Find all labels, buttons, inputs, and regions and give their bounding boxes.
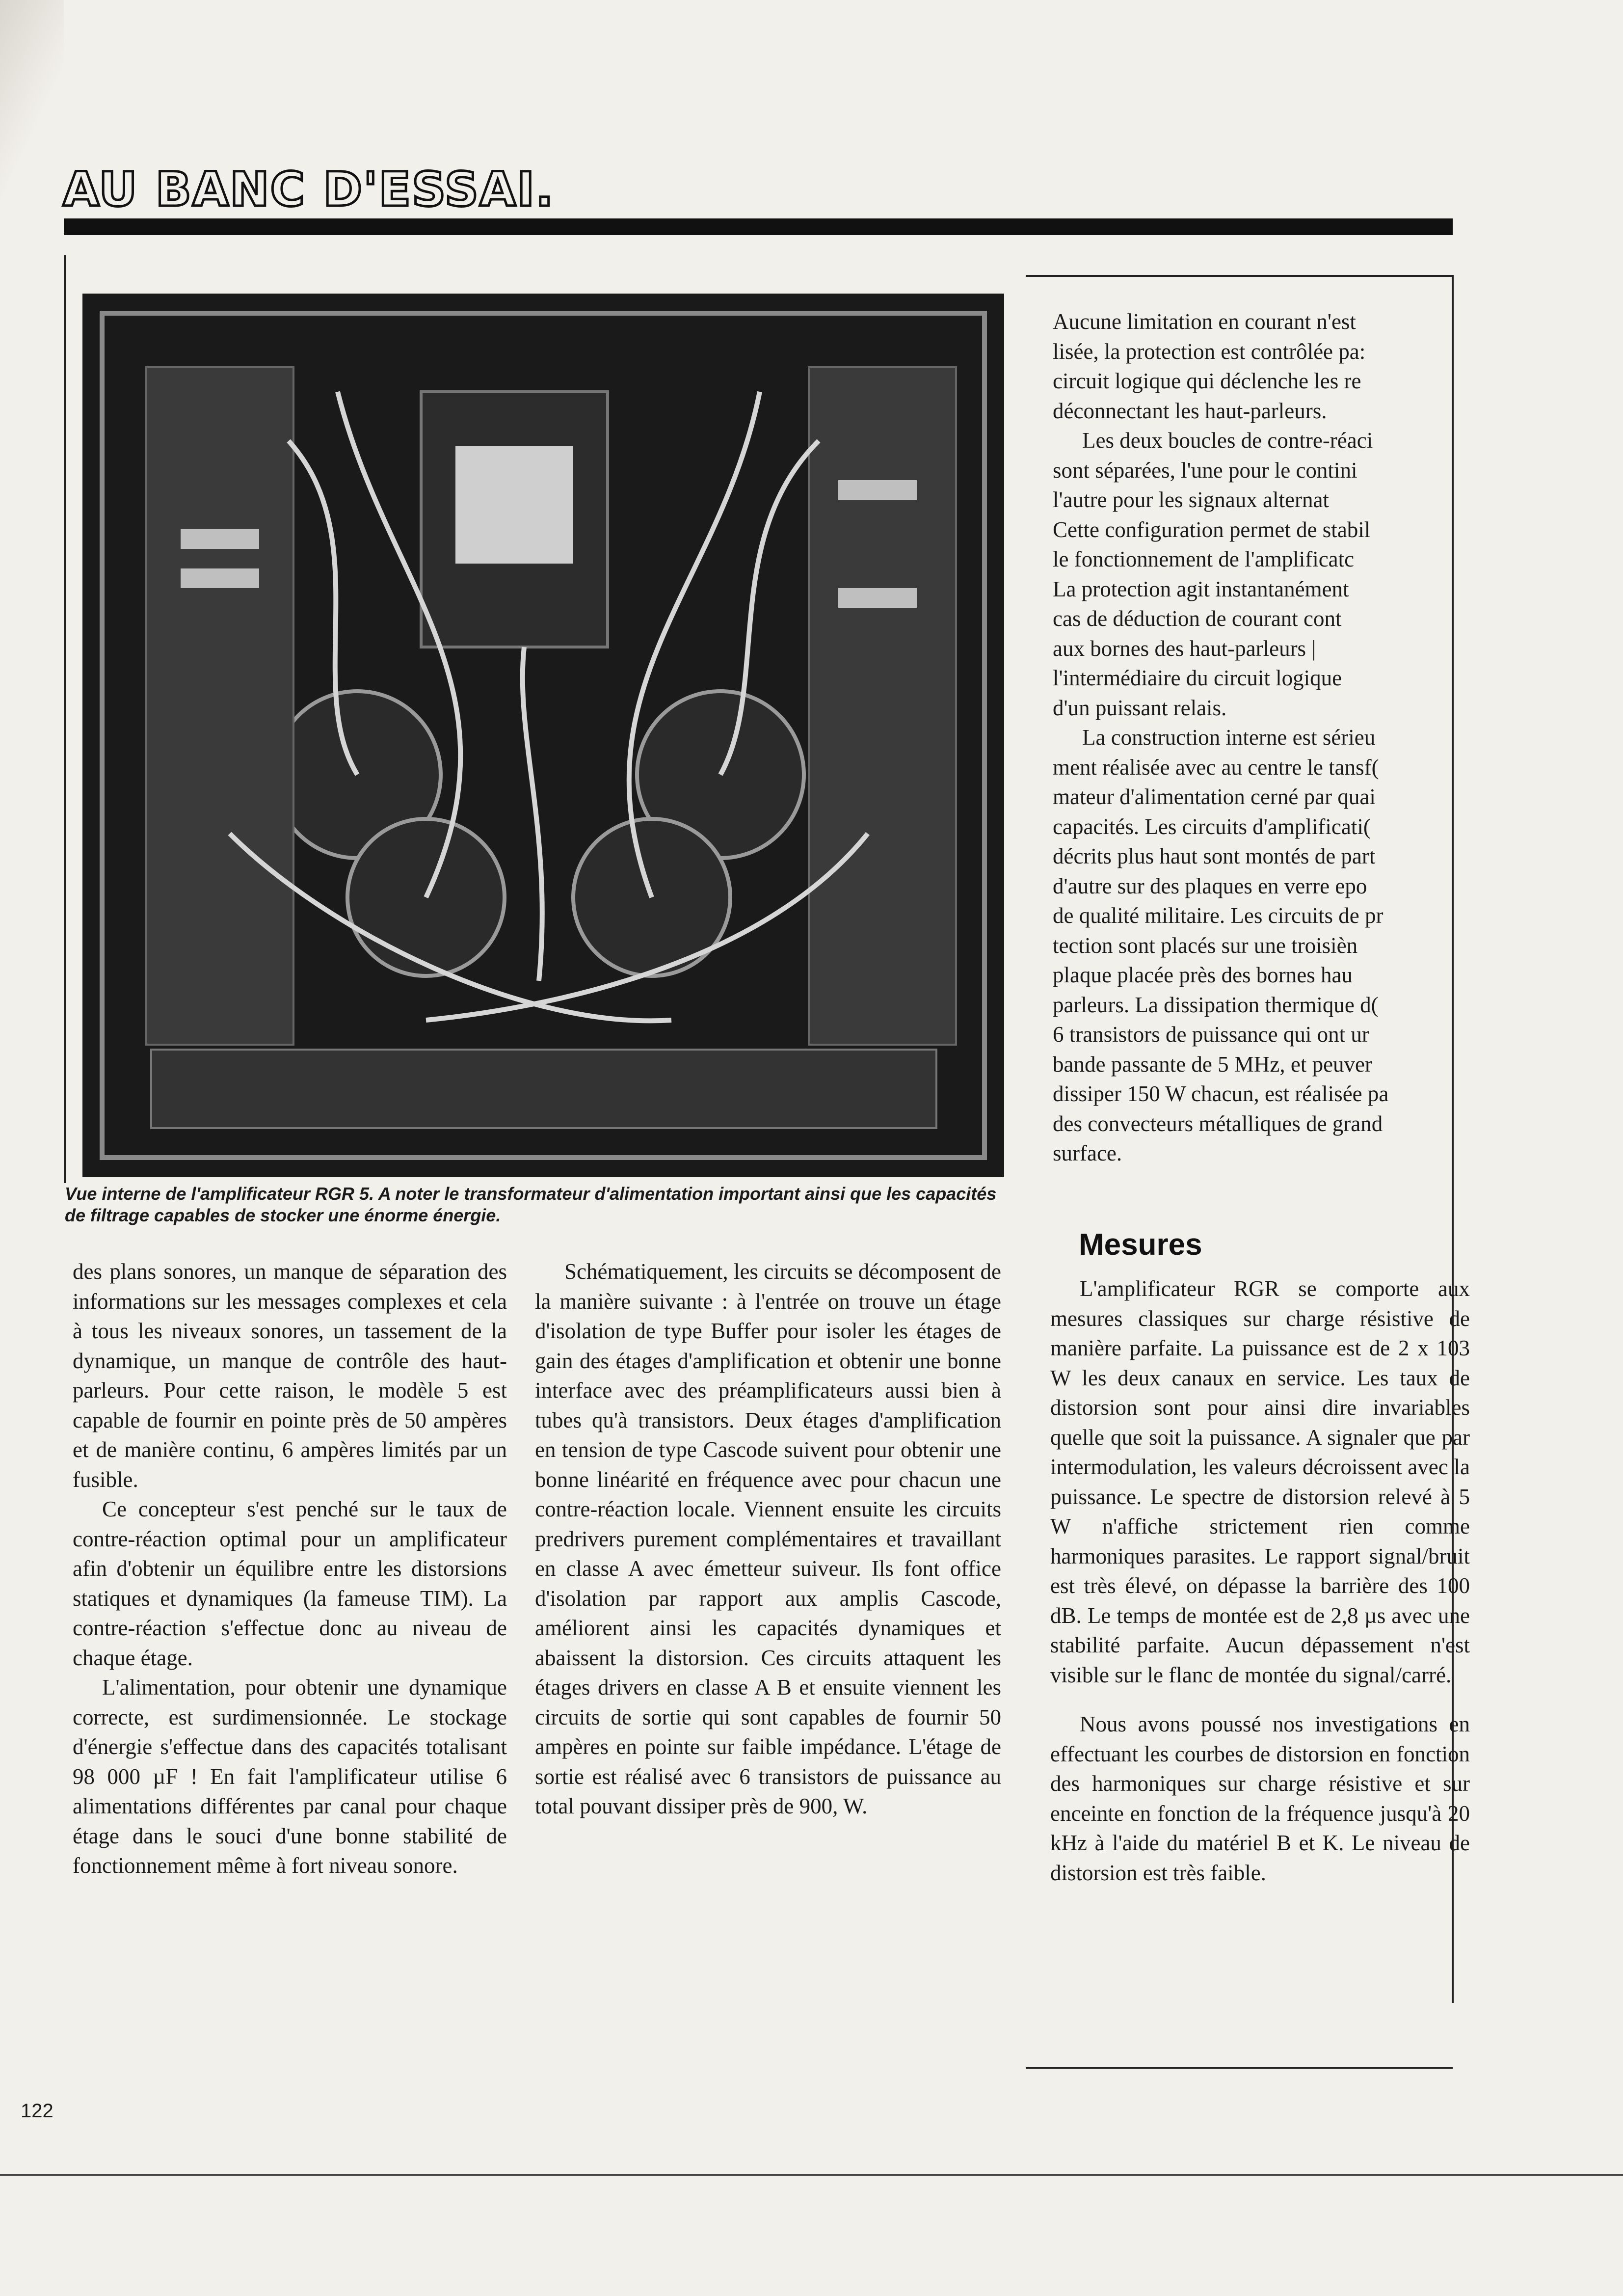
frame-bottom-right <box>1026 2067 1453 2069</box>
photo-frame-left <box>64 255 66 1183</box>
footer-rule <box>0 2174 1623 2176</box>
mesures-heading: Mesures <box>1079 1228 1202 1262</box>
right-top-line: dissiper 150 W chacun, est réalisée pa <box>1053 1081 1389 1106</box>
mesures-paragraph: L'amplificateur RGR se comporte aux mesures classiques sur charge résistive de manière parfaite. La puissance est de 2 x 103 W les deux canaux en service. Les taux de distorsion sont pour ainsi dire invariables quelle que soit la puissance. A signaler que par intermodulation, les valeurs décroissent avec la puissance. Le spectre de distorsion relevé à 5 W n'affiche strictement rien comme harmoniques parasites. Le rapport signal/bruit est très élevé, on dépasse la barrière des 100 dB. Le temps de montée est de 2,8 µs avec une stabilité parfaite. Aucun dépassement n'est visible sur le flanc de montée du signal/carré. <box>1050 1276 1470 1687</box>
right-top-line: aux bornes des haut-parleurs | <box>1053 636 1316 661</box>
right-top-line: Les deux boucles de contre-réaci <box>1082 428 1373 453</box>
right-top-line: l'intermédiaire du circuit logique <box>1053 666 1342 690</box>
right-top-line: l'autre pour les signaux alternat <box>1053 487 1329 512</box>
right-top-line: plaque placée près des bornes hau <box>1053 963 1353 987</box>
right-top-line: décrits plus haut sont montés de part <box>1053 844 1376 868</box>
right-top-line: surface. <box>1053 1141 1122 1165</box>
right-top-line: circuit logique qui déclenche les re <box>1053 369 1361 393</box>
right-top-line: déconnectant les haut-parleurs. <box>1053 398 1327 423</box>
left-column <box>73 1257 507 1881</box>
photo-caption: Vue interne de l'amplificateur RGR 5. A noter le transformateur d'alimentation important ainsi que les capacités de filtrage capables de stocker une énorme énergie. <box>65 1184 997 1225</box>
right-top-line: ment réalisée avec au centre le tansf( <box>1053 755 1379 780</box>
header-rule <box>64 218 1453 235</box>
scan-shadow <box>0 0 64 206</box>
section-title: AU BANC D'ESSAI. <box>63 162 555 217</box>
right-top-line: cas de déduction de courant cont <box>1053 606 1342 631</box>
mesures-paragraph: Nous avons poussé nos investigations en effectuant les courbes de distorsion en fonction des harmoniques sur charge résistive et sur enceinte en fonction de la fréquence jusqu'à 20 kHz à l'aide du matériel B et K. Le niveau de distorsion est très faible. <box>1050 1712 1470 1885</box>
right-top-line: La construction interne est sérieu <box>1082 725 1376 750</box>
right-column-top <box>1053 307 1470 1168</box>
mesures-column <box>1050 1274 1470 1888</box>
middle-column <box>535 1257 1001 1821</box>
right-top-line: sont séparées, l'une pour le contini <box>1053 458 1357 483</box>
right-top-line: d'autre sur des plaques en verre epo <box>1053 873 1367 898</box>
middle-paragraph: Schématiquement, les circuits se décomposent de la manière suivante : à l'entrée on trouve un étage d'isolation de type Buffer pour isoler les étages de gain des étages d'amplification et obtenir une bonne interface avec des préamplificateurs aussi bien à tubes qu'à transistors. Deux étages d'amplification en tension de type Cascode suivent pour obtenir une bonne linéarité en fréquence avec pour chacun une contre-réaction locale. Viennent ensuite les circuits predrivers purement complémentaires et travaillant en classe A avec émetteur suiveur. Ils font office d'isolation par rapport aux amplis Cascode, améliorent ainsi les capacités dynamiques et abaissent la distorsion. Ces circuits attaquent les étages drivers en classe A B et ensuite viennent les circuits de sortie qui sont capables de fournir 50 ampères en pointe sur faible impédance. L'étage de sortie est réalisé avec 6 transistors de puissance au total pouvant dissiper près de 900, W. <box>535 1259 1001 1818</box>
left-paragraph: L'alimentation, pour obtenir une dynamique correcte, est surdimensionnée. Le stockage d'énergie s'effectue dans des capacités totalisant 98 000 µF ! En fait l'amplificateur utilise 6 alimentations différentes par canal pour chaque étage dans le souci d'une bonne stabilité de fonctionnement même à fort niveau sonore. <box>73 1675 507 1878</box>
right-top-line: capacités. Les circuits d'amplificati( <box>1053 814 1371 839</box>
page-number: 122 <box>21 2100 53 2122</box>
left-paragraph: des plans sonores, un manque de séparation des informations sur les messages complexes et cela à tous les niveaux sonores, un tassement de la dynamique, un manque de contrôle des haut-parleurs. Pour cette raison, le modèle 5 est capable de fournir en pointe près de 50 ampères et de manière continu, 6 ampères limités par un fusible. <box>73 1259 507 1492</box>
right-top-line: La protection agit instantanément <box>1053 576 1349 601</box>
right-top-line: de qualité militaire. Les circuits de pr <box>1053 903 1384 928</box>
right-top-line: bande passante de 5 MHz, et peuver <box>1053 1052 1373 1077</box>
right-top-line: 6 transistors de puissance qui ont ur <box>1053 1022 1369 1047</box>
right-top-line: lisée, la protection est contrôlée pa: <box>1053 339 1366 364</box>
right-top-line: Cette configuration permet de stabil <box>1053 517 1371 542</box>
right-top-line: Aucune limitation en courant n'est <box>1053 309 1356 334</box>
right-top-line: le fonctionnement de l'amplificatc <box>1053 547 1355 571</box>
right-top-line: mateur d'alimentation cerné par quai <box>1053 784 1376 809</box>
right-top-line: tection sont placés sur une troisièn <box>1053 933 1358 958</box>
right-top-line: d'un puissant relais. <box>1053 695 1227 720</box>
frame-top-right <box>1026 275 1453 277</box>
right-top-line: des convecteurs métalliques de grand <box>1053 1111 1383 1136</box>
right-top-line: parleurs. La dissipation thermique d( <box>1053 992 1379 1017</box>
amplifier-interior-photo <box>82 294 1004 1177</box>
left-paragraph: Ce concepteur s'est penché sur le taux de contre-réaction optimal pour un amplificateur afin d'obtenir un équilibre entre les distorsions statiques et dynamiques (la fameuse TIM). La contre-réaction s'effectue donc au niveau de chaque étage. <box>73 1497 507 1670</box>
